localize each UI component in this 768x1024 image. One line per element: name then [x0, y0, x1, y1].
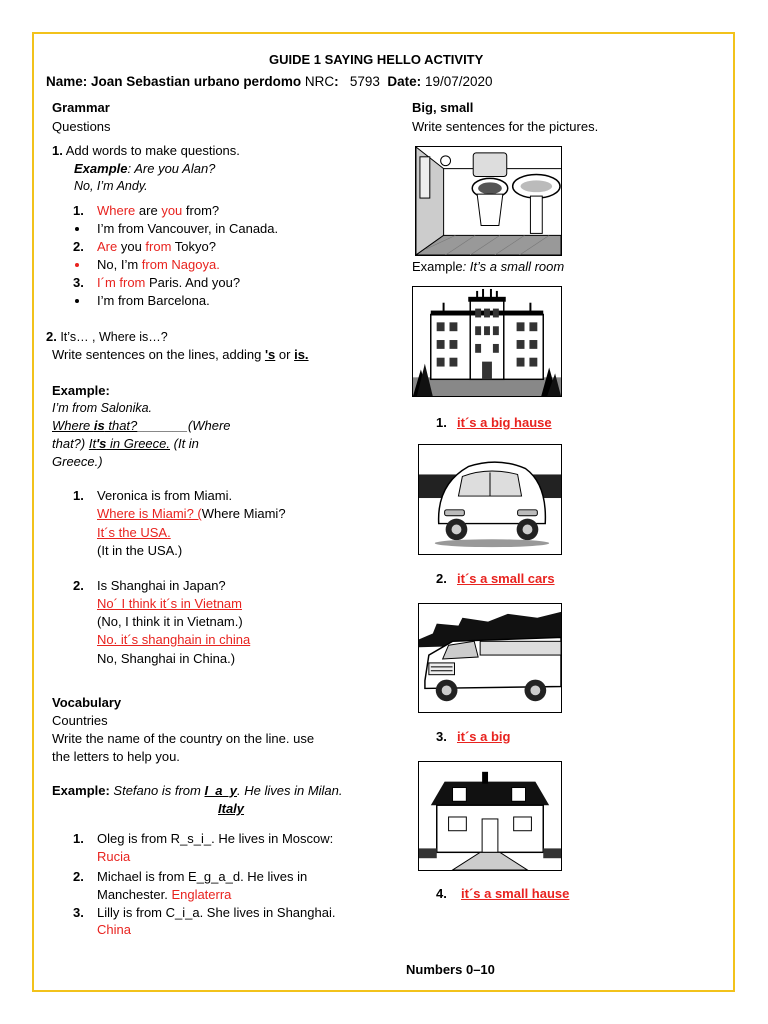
ex1-response-1: I’m from Vancouver, in Canada. [97, 221, 279, 236]
text-segment: Stefano is from [113, 783, 205, 798]
item-number: 1. [73, 831, 84, 846]
ex2-q1-hint2: (It in the USA.) [97, 543, 183, 558]
exercise1-example [74, 161, 215, 176]
text-segment: No, I’m [97, 257, 142, 272]
nrc-label: NRC [304, 74, 335, 89]
ex2-q2-question: Is Shanghai in Japan? [97, 578, 226, 593]
exercise2-example-line3 [52, 436, 199, 451]
example-label: Example [412, 259, 463, 274]
ex2-q2-hint2: No, Shanghai in China.) [97, 651, 236, 666]
answer-word: you [161, 203, 183, 218]
item-number: 3. [73, 275, 84, 290]
example-label: Example: [52, 783, 114, 798]
name-value: Joan Sebastian urbano perdomo [91, 74, 302, 89]
text-segment: that? [104, 418, 138, 433]
grammar-subheading: Questions [52, 119, 111, 134]
vocabulary-example-answer: Italy [218, 801, 245, 816]
exercise2-title-text: It’s… , Where is…? [56, 330, 168, 344]
text-segment: from? [182, 203, 220, 218]
answer-word: from [145, 239, 172, 254]
name-label: Name: [46, 74, 88, 89]
big-small-answer-4: it´s a small hause [461, 886, 570, 901]
answer-word: Are [97, 239, 118, 254]
text-segment: : It’s a small room [462, 259, 565, 274]
blank-line: _______ [137, 418, 188, 433]
hint-text: Where Miami? [201, 506, 286, 521]
bullet [75, 299, 79, 303]
item-number: 2. [73, 869, 84, 884]
mansion-image [412, 286, 562, 397]
answer-word: from Nagoya. [141, 257, 220, 272]
exercise2-example-label: Example: [52, 383, 110, 398]
vocab-item-3: Lilly is from C_i_a. She lives in Shanghai. [97, 905, 336, 920]
text-segment: (Where [187, 418, 231, 433]
item-number: 3. [73, 905, 84, 920]
text-segment: Paris. And you? [145, 275, 241, 290]
exercise2-example-line4: Greece.) [52, 454, 103, 469]
vocabulary-example [52, 783, 343, 798]
text-segment: 's [264, 347, 276, 362]
vocab-item-2-line2 [97, 887, 231, 902]
vocabulary-subheading: Countries [52, 713, 108, 728]
vocabulary-instruction-2: the letters to help you. [52, 749, 180, 764]
text-segment: It [88, 436, 97, 451]
text-segment: Manchester. [97, 887, 172, 902]
example-question: : Are you Alan? [127, 161, 216, 176]
exercise1-number: 1. [52, 143, 63, 158]
item-number: 1. [73, 203, 84, 218]
text-segment: Tokyo? [171, 239, 216, 254]
vocab-answer-1: Rucia [97, 849, 131, 864]
text-segment: Write sentences on the lines, adding [52, 347, 265, 362]
big-small-number: 3. [436, 729, 447, 744]
nrc-colon: : [334, 74, 339, 89]
ex1-response-3: I’m from Barcelona. [97, 293, 210, 308]
answer-text: Where is Miami? ( [97, 506, 202, 521]
exercise2-number: 2. [46, 329, 57, 344]
text-segment: is [93, 418, 105, 433]
answer-word: Where [97, 203, 136, 218]
ex2-q1-answer2: It´s the USA. [97, 525, 171, 540]
vocabulary-instruction-1: Write the name of the country on the line. use [52, 731, 315, 746]
exercise1-example-answer: No, I’m Andy. [74, 179, 148, 193]
big-small-answer-2: it´s a small cars [457, 571, 555, 586]
bullet [75, 227, 79, 231]
student-info-line [46, 74, 493, 89]
vocab-item-1: Oleg is from R_s_i_. He lives in Moscow: [97, 831, 334, 846]
ex2-q2-answer2: No. it´s shanghain in china [97, 632, 251, 647]
ex1-item-1 [97, 203, 219, 218]
item-number: 2. [73, 239, 84, 254]
text-segment: you [117, 239, 146, 254]
answer-word: I´m from [97, 275, 146, 290]
big-small-heading: Big, small [412, 100, 474, 115]
house-image [418, 761, 562, 871]
ex2-q1-question: Veronica is from Miami. [97, 488, 233, 503]
text-segment: Where [52, 418, 94, 433]
text-segment: are [135, 203, 162, 218]
exercise1-text: Add words to make questions. [65, 143, 240, 158]
vocab-answer-3: China [97, 922, 131, 937]
big-small-answer-3: it´s a big [457, 729, 511, 744]
exercise2-title [46, 329, 168, 344]
exercise2-instruction [52, 347, 309, 362]
page-title: GUIDE 1 SAYING HELLO ACTIVITY [269, 52, 484, 67]
text-segment: . He lives in Milan. [237, 783, 343, 798]
numbers-heading: Numbers 0–10 [406, 962, 495, 977]
big-small-number: 2. [436, 571, 447, 586]
ex2-q2-hint1: (No, I think it in Vietnam.) [97, 614, 243, 629]
text-segment: I_a_y [204, 783, 238, 798]
ex2-q1-answer-line [97, 506, 286, 521]
ex2-q2-answer1: No´ I think it´s in Vietnam [97, 596, 242, 611]
bullet [75, 263, 79, 267]
small-car-image [418, 444, 562, 555]
text-segment: (It in [170, 436, 199, 451]
example-label: Example [74, 161, 128, 176]
big-small-number: 1. [436, 415, 447, 430]
vocab-answer-2: Englaterra [171, 887, 232, 902]
text-segment: in Greece. [106, 436, 171, 451]
item-number: 1. [73, 488, 84, 503]
text-segment: is. [294, 347, 309, 362]
exercise1-instruction [52, 143, 240, 158]
big-small-answer-1: it´s a big hause [457, 415, 552, 430]
date-value: 19/07/2020 [424, 74, 493, 89]
vocab-item-2: Michael is from E_g_a_d. He lives in [97, 869, 308, 884]
big-small-example [412, 259, 564, 274]
exercise2-example-line2 [52, 418, 231, 433]
text-segment: or [275, 347, 295, 362]
ex1-item-2 [97, 239, 216, 254]
bathroom-image [415, 146, 562, 256]
text-segment: that?) [52, 436, 89, 451]
nrc-value: 5793 [349, 74, 380, 89]
ex1-item-3 [97, 275, 240, 290]
grammar-heading: Grammar [52, 100, 110, 115]
vocabulary-heading: Vocabulary [52, 695, 122, 710]
item-number: 2. [73, 578, 84, 593]
text-segment: 's [96, 436, 107, 451]
date-label: Date: [387, 74, 422, 89]
limousine-image [418, 603, 562, 713]
exercise2-example-line1: I’m from Salonika. [52, 401, 153, 415]
ex1-response-2 [97, 257, 220, 272]
big-small-instruction: Write sentences for the pictures. [412, 119, 599, 134]
big-small-number: 4. [436, 886, 447, 901]
